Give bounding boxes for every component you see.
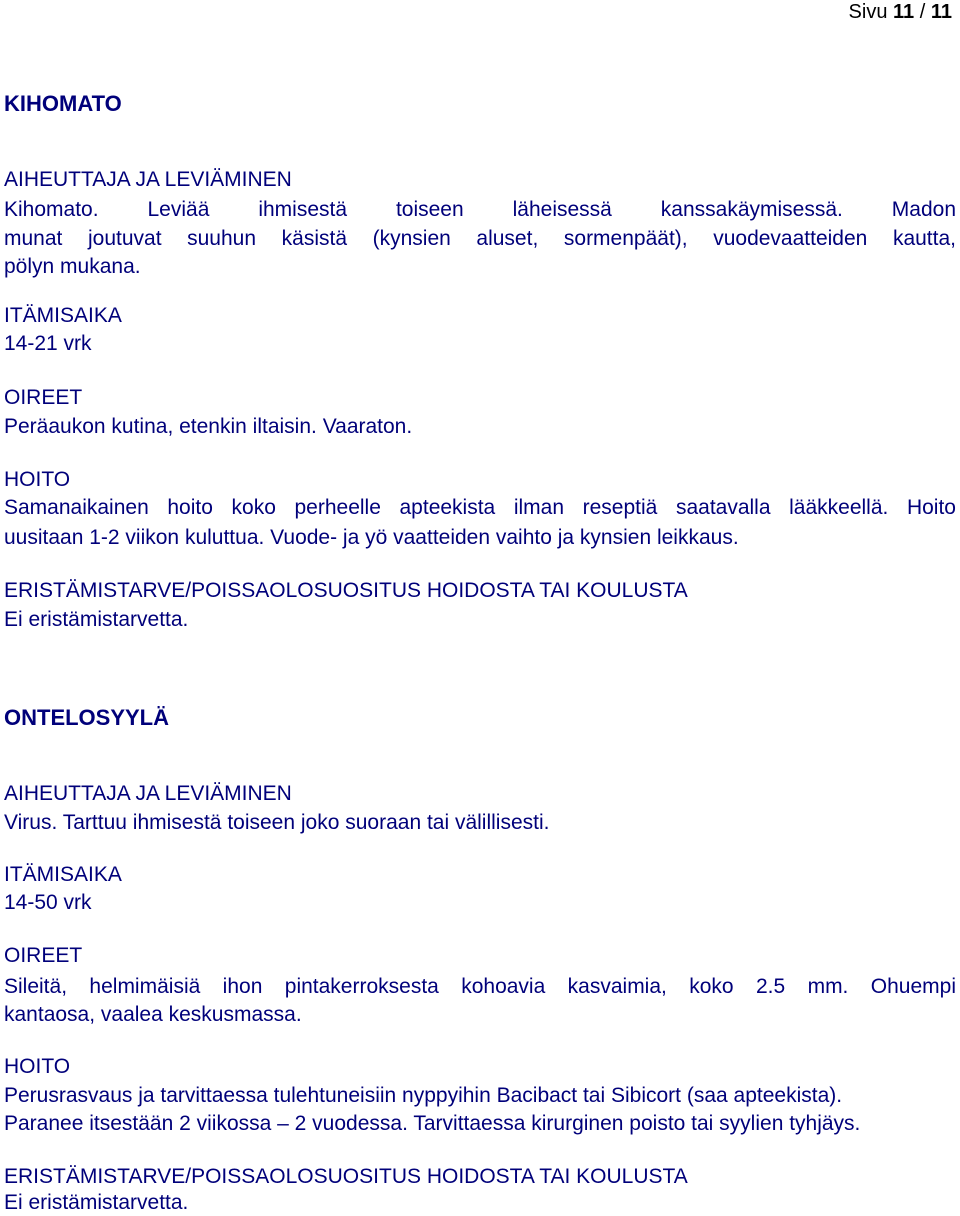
section-title-ontelosyyla: ONTELOSYYLÄ: [4, 705, 170, 730]
isolation-heading: ERISTÄMISTARVE/POISSAOLOSUOSITUS HOIDOSTA TAI KOULUSTA: [4, 1165, 688, 1188]
cause-line: Virus. Tarttuu ihmisestä toiseen joko suoraan tai välillisesti.: [4, 811, 550, 834]
symptoms-line: Sileitä, helmimäisiä ihon pintakerroksesta kohoavia kasvaimia, koko 2.5 mm. Ohuempi: [4, 975, 956, 998]
cause-line: Kihomato. Leviää ihmisestä toiseen läheisessä kanssakäymisessä. Madon: [4, 198, 956, 221]
isolation-text: Ei eristämistarvetta.: [4, 1191, 189, 1214]
cause-line: pölyn mukana.: [4, 255, 141, 278]
treatment-heading: HOITO: [4, 468, 71, 491]
symptoms-line: kantaosa, vaalea keskusmassa.: [4, 1003, 302, 1026]
treatment-heading: HOITO: [4, 1055, 71, 1078]
incubation-text: 14-21 vrk: [4, 332, 92, 355]
isolation-text: Ei eristämistarvetta.: [4, 608, 189, 631]
incubation-heading: ITÄMISAIKA: [4, 304, 122, 327]
cause-heading: AIHEUTTAJA JA LEVIÄMINEN: [4, 168, 292, 191]
page-separator: /: [919, 1, 926, 23]
incubation-heading: ITÄMISAIKA: [4, 863, 122, 886]
treatment-line: Perusrasvaus ja tarvittaessa tulehtuneisiin nyppyihin Bacibact tai Sibicort (saa apteekista).: [4, 1084, 843, 1107]
page-current: 11: [893, 1, 915, 23]
symptoms-heading: OIREET: [4, 386, 83, 409]
section-title-kihomato: KIHOMATO: [4, 91, 122, 116]
page-total: 11: [930, 1, 952, 23]
page-prefix: Sivu: [848, 1, 888, 23]
treatment-line: Samanaikainen hoito koko perheelle apteekista ilman reseptiä saatavalla lääkkeellä. Hoito: [4, 496, 956, 519]
page-indicator: [849, 0, 952, 24]
symptoms-heading: OIREET: [4, 944, 83, 967]
cause-heading: AIHEUTTAJA JA LEVIÄMINEN: [4, 782, 292, 805]
treatment-line: Paranee itsestään 2 viikossa – 2 vuodessa. Tarvittaessa kirurginen poisto tai syylien tyhjäys.: [4, 1112, 861, 1135]
cause-line: munat joutuvat suuhun käsistä (kynsien aluset, sormenpäät), vuodevaatteiden kautta,: [4, 227, 956, 250]
symptoms-line: Peräaukon kutina, etenkin iltaisin. Vaaraton.: [4, 415, 413, 438]
treatment-line: uusitaan 1-2 viikon kuluttua. Vuode- ja yö vaatteiden vaihto ja kynsien leikkaus.: [4, 526, 739, 549]
incubation-text: 14-50 vrk: [4, 891, 92, 914]
isolation-heading: ERISTÄMISTARVE/POISSAOLOSUOSITUS HOIDOSTA TAI KOULUSTA: [4, 579, 688, 602]
